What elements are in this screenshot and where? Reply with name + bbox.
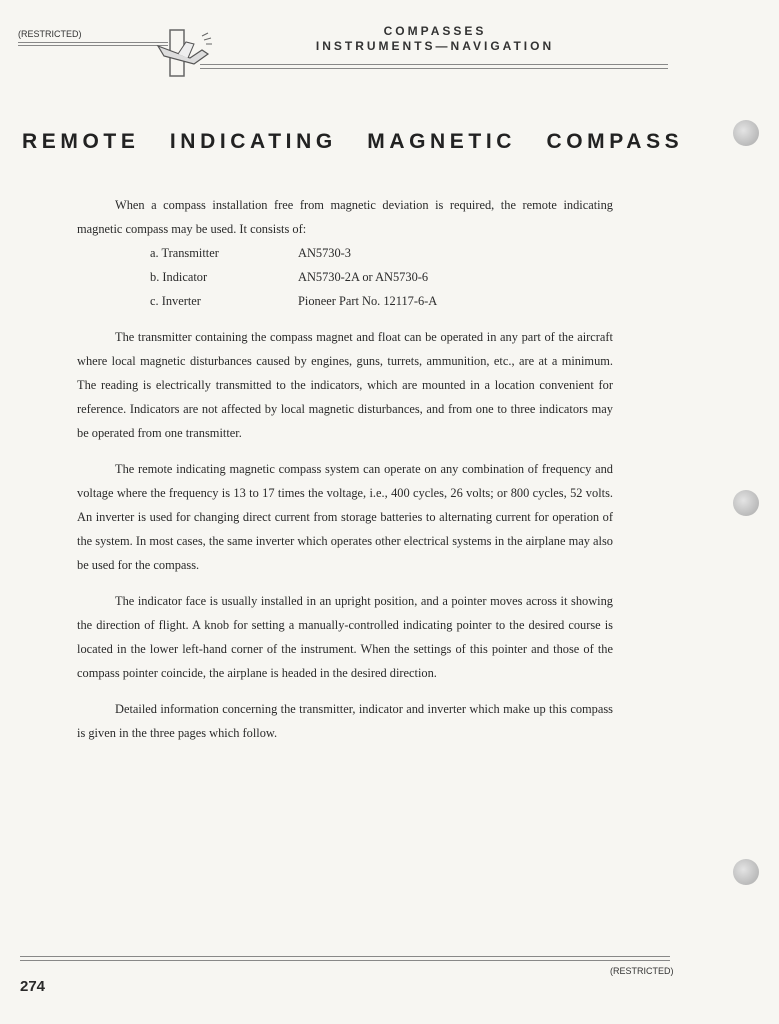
component-list [77, 241, 613, 313]
section-heading: COMPASSES [383, 24, 487, 38]
binder-hole [733, 859, 759, 885]
footer-rule-2 [20, 960, 670, 961]
header-rule-left-2 [18, 45, 168, 46]
page-number: 274 [20, 978, 46, 995]
component-part: Pioneer Part No. 12117-6-A [298, 294, 438, 308]
intro-paragraph: When a compass installation free from magnetic deviation is required, the remote indicating magnetic compass may be used. It consists of: [77, 198, 613, 236]
list-item [77, 265, 613, 289]
paragraph-details: Detailed information concerning the transmitter, indicator and inverter which make up this compass is given in the three pages which follow. [77, 702, 613, 740]
component-part: AN5730-3 [298, 246, 351, 260]
header-rule-left [18, 42, 168, 43]
body-text [77, 193, 613, 757]
footer-rule [20, 956, 670, 957]
component-name: b. Indicator [150, 270, 208, 284]
paragraph-system: The remote indicating magnetic compass system can operate on any combination of frequency and voltage where the frequency is 13 to 17 times the voltage, i.e., 400 cycles, 26 volts; or 800 cycles, 52 volts. An inverter is used for changing direct current from storage batteries to alternating current for operation of the system. In most cases, the same inverter which operates other electrical systems in the airplane may also be used for the compass. [77, 462, 613, 572]
header-rule-right [200, 64, 668, 65]
list-item [77, 289, 613, 313]
component-part: AN5730-2A or AN5730-6 [298, 270, 429, 284]
airplane-logo-icon [150, 28, 225, 78]
header-rule-right-2 [200, 68, 668, 69]
restricted-label-top: (RESTRICTED) [18, 29, 82, 39]
paragraph-indicator: The indicator face is usually installed in an upright position, and a pointer moves across it showing the direction of flight. A knob for setting a manually-controlled indicating pointer to the desired course is located in the lower left-hand corner of the instrument. When the settings of this pointer and those of the compass pointer coincide, the airplane is headed in the desired direction. [77, 594, 613, 680]
paragraph-transmitter: The transmitter containing the compass magnet and float can be operated in any part of the aircraft where local magnetic disturbances caused by engines, guns, turrets, ammunition, etc., are at a minimum. The reading is electrically transmitted to the indicators, which are mounted in a location convenient for reference. Indicators are not affected by local magnetic disturbances, and from one to three indicators may be operated from one transmitter. [77, 330, 613, 440]
subsection-heading: INSTRUMENTS—NAVIGATION [315, 39, 555, 53]
restricted-label-bottom: (RESTRICTED) [610, 966, 674, 976]
list-item [77, 241, 613, 265]
binder-hole [733, 490, 759, 516]
component-name: c. Inverter [150, 294, 201, 308]
page-title: REMOTE INDICATING MAGNETIC COMPASS [22, 130, 684, 153]
binder-hole [733, 120, 759, 146]
component-name: a. Transmitter [150, 246, 219, 260]
